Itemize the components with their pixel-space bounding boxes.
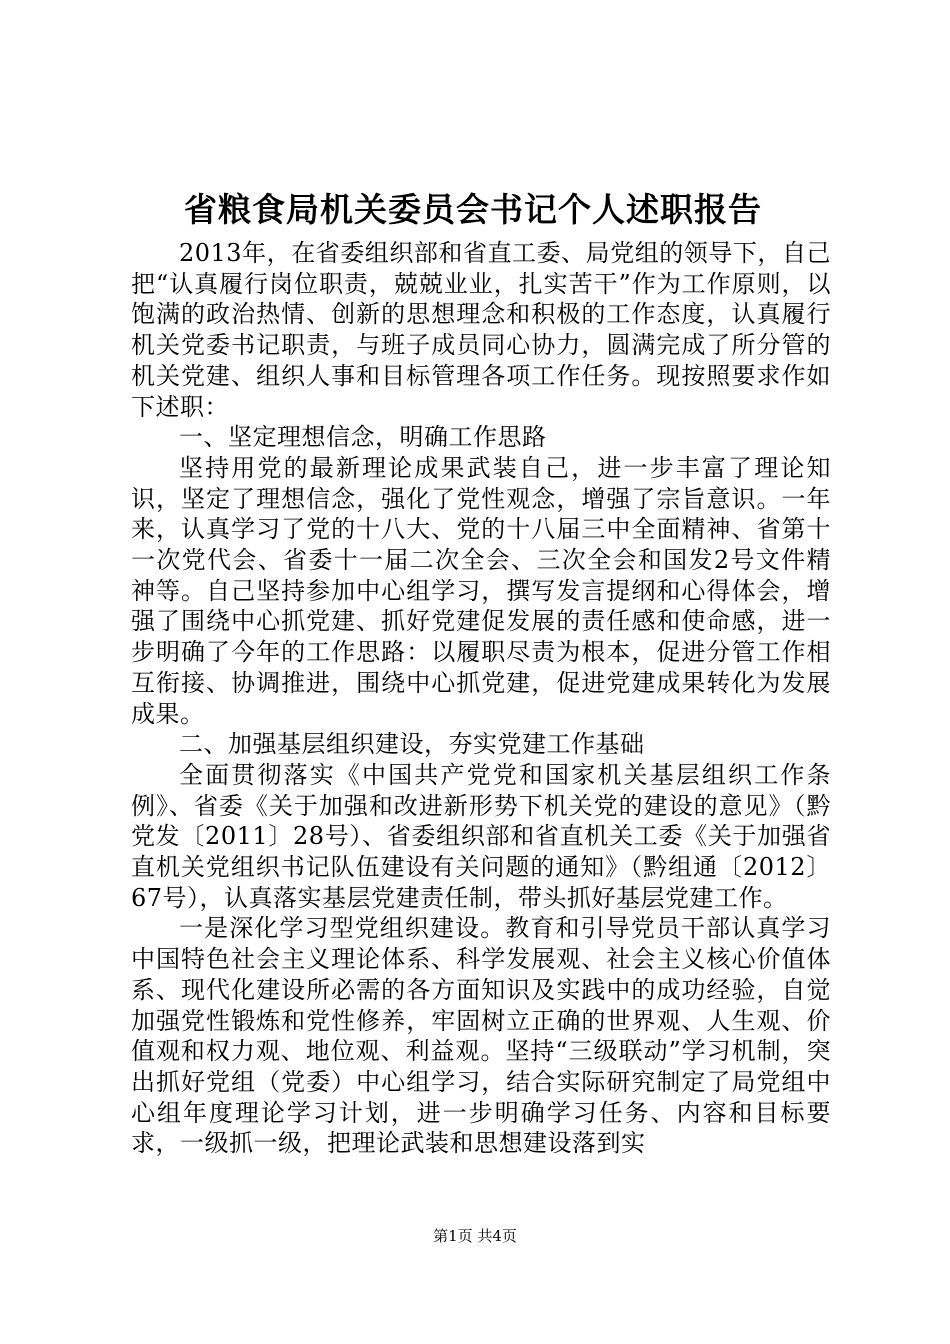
page-footer: 第1页 共4页 [433,1227,517,1245]
section-heading-2: 二、加强基层组织建设，夯实党建工作基础 [179,730,645,759]
document-title: 省粮食局机关委员会书记个人述职报告 [184,190,762,229]
paragraph-section-2: 全面贯彻落实《中国共产党党和国家机关基层组织工作条例》、省委《关于加强和改进新形势下机关党的建设的意见》（黔党发〔2011〕28号）、省委组织部和省直机关工委《关于加强省直机关党组织书记队伍建设有关问题的通知》（黔组通〔2012〕67号），认真落实基层党建责任制，带头抓好基层党建工作。 [131,760,831,912]
paragraph-intro: 2013年，在省委组织部和省直工委、局党组的领导下，自己把“认真履行岗位职责，兢兢业业，扎实苦干”作为工作原则，以饱满的政治热情、创新的思想理念和积极的工作态度，认真履行机关党委书记职责，与班子成员同心协力，圆满完成了所分管的机关党建、组织人事和目标管理各项工作任务。现按照要求作如下述职： [131,239,831,421]
section-heading-1: 一、坚定理想信念，明确工作思路 [179,423,547,452]
document-page [131,188,831,1159]
paragraph-section-1: 坚持用党的最新理论成果武装自己，进一步丰富了理论知识，坚定了理想信念，强化了党性观念，增强了宗旨意识。一年来，认真学习了党的十八大、党的十八届三中全面精神、省第十一次党代会、省委十一届二次全会、三次全会和国发2号文件精神等。自己坚持参加中心组学习，撰写发言提纲和心得体会，增强了围绕中心抓党建、抓好党建促发展的责任感和使命感，进一步明确了今年的工作思路：以履职尽责为根本，促进分管工作相互衔接、协调推进，围绕中心抓党建，促进党建成果转化为发展成果。 [131,453,831,728]
paragraph-learning-org: 一是深化学习型党组织建设。教育和引导党员干部认真学习中国特色社会主义理论体系、科学发展观、社会主义核心价值体系、现代化建设所必需的各方面知识及实践中的成功经验，自觉加强党性锻炼和党性修养，牢固树立正确的世界观、人生观、价值观和权力观、地位观、利益观。坚持“三级联动”学习机制，突出抓好党组（党委）中心组学习，结合实际研究制定了局党组中心组年度理论学习计划，进一步明确学习任务、内容和目标要求，一级抓一级，把理论武装和思想建设落到实 [131,914,831,1158]
